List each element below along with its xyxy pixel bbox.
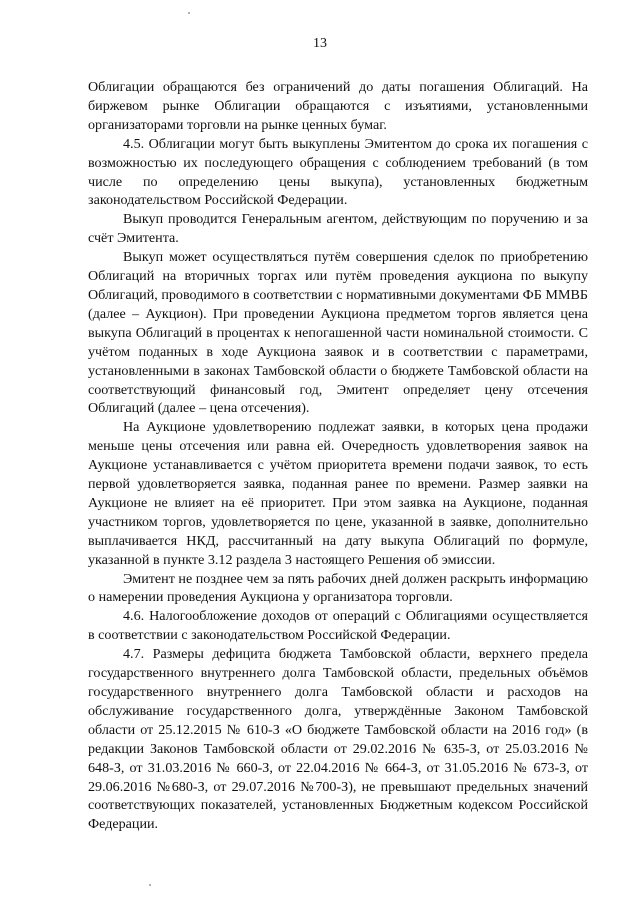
paragraph-buyback-auction: Выкуп может осуществляться путём совершения сделок по приобретению Облигаций на вторичных торгах или путём проведения аукциона по выкупу Облигаций, проводимого в соответствии с нормативными документами ФБ ММВБ (далее – Аукцион). При проведении Аукциона предметом торгов является цена выкупа Облигаций в процентах к непогашенной части номинальной стоимости. С учётом поданных в ходе Аукциона заявок и в соответствии с параметрами, установленными в законах Тамбовской области о бюджете Тамбовской области на соответствующий финансовый год, Эмитент определяет цену отсечения Облигаций (далее – цена отсечения). bbox=[88, 249, 588, 417]
scan-artifact-dot bbox=[149, 884, 151, 886]
paragraph-4-6-taxation: 4.6. Налогообложение доходов от операций с Облигациями осуществляется в соответствии с законодательством Российской Федерации. bbox=[88, 608, 588, 644]
paragraph-auction-disclosure: Эмитент не позднее чем за пять рабочих дней должен раскрыть информацию о намерении проведения Аукциона у организатора торговли. bbox=[88, 570, 588, 606]
document-body bbox=[88, 78, 588, 834]
scan-artifact-dot bbox=[188, 12, 190, 14]
paragraph-buyback-agent: Выкуп проводится Генеральным агентом, действующим по поручению и за счёт Эмитента. bbox=[88, 211, 588, 247]
paragraph-4-7-budget-limits: 4.7. Размеры дефицита бюджета Тамбовской области, верхнего предела государственного внутреннего долга Тамбовской области, предельных объёмов государственного внутреннего долга Тамбовской области и расходов на обслуживание государственного долга, утверждённые Законом Тамбовской области от 25.12.2015 № 610-З «О бюджете Тамбовской области на 2016 год» (в редакции Законов Тамбовской области от 29.02.2016 № 635-З, от 25.03.2016 № 648-З, от 31.03.2016 № 660-З, от 22.04.2016 № 664-З, от 31.05.2016 № 673-З, от 29.06.2016 №680-З, от 29.07.2016 №700-З), не превышают предельных значений соответствующих показателей, установленных Бюджетным кодексом Российской Федерации. bbox=[88, 646, 588, 833]
paragraph-auction-orders: На Аукционе удовлетворению подлежат заявки, в которых цена продажи меньше цены отсечения или равна ей. Очередность удовлетворения заявок на Аукционе устанавливается с учётом приоритета времени подачи заявок, то есть первой удовлетворяется заявка, поданная ранее по времени. Размер заявки на Аукционе не влияет на её приоритет. При этом заявка на Аукционе, поданная участником торгов, удовлетворяется по цене, указанной в заявке, дополнительно выплачивается НКД, рассчитанный на дату выкупа Облигаций по формуле, указанной в пункте 3.12 раздела 3 настоящего Решения об эмиссии. bbox=[88, 419, 588, 568]
paragraph-4-5-buyback: 4.5. Облигации могут быть выкуплены Эмитентом до срока их погашения с возможностью их последующего обращения с соблюдением требований (в том числе по определению цены выкупа), установленных бюджетным законодательством Российской Федерации. bbox=[88, 135, 588, 209]
page-number: 13 bbox=[313, 36, 327, 51]
paragraph-bond-circulation: Облигации обращаются без ограничений до даты погашения Облигаций. На биржевом рынке Облигации обращаются с изъятиями, установленными организаторами торговли на рынке ценных бумаг. bbox=[88, 79, 588, 133]
